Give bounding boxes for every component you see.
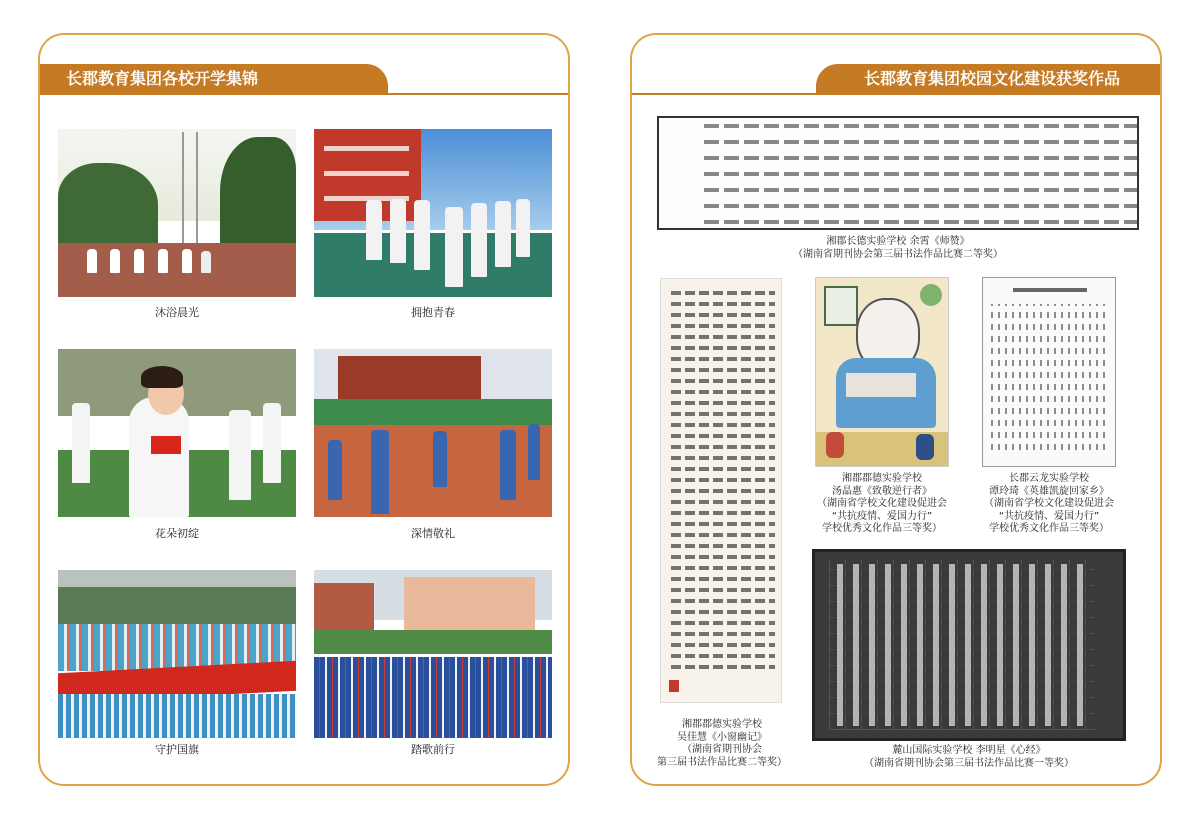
photo-guard-flag: [58, 570, 296, 738]
painting-zhijing-image: [815, 277, 949, 467]
photo-flowers-bloom: [58, 349, 296, 517]
photo-caption: 踏歌前行: [411, 743, 455, 756]
right-header-title: 长郡教育集团校园文化建设获奖作品: [816, 64, 1162, 93]
right-header-bar: [630, 64, 1162, 95]
left-header-bar: [38, 64, 570, 95]
calligraphy-xinjing-image: [812, 549, 1126, 741]
photo-morning-light: [58, 129, 296, 297]
photo-caption: 拥抱青春: [411, 306, 455, 319]
photo-march-forward: [314, 570, 552, 738]
left-page-panel: [38, 33, 570, 786]
photo-caption: 沐浴晨光: [155, 306, 199, 319]
photo-caption: 花朵初绽: [155, 527, 199, 540]
photo-caption: 深情敬礼: [411, 527, 455, 540]
left-header-title: 长郡教育集团各校开学集锦: [38, 64, 388, 93]
caption-xiaochuang: 湘郡郡德实验学校 吴佳慧《小窗幽记》 （湖南省期刊协会 第三届书法作品比赛二等奖）: [657, 719, 787, 768]
caption-shizan: 湘郡长德实验学校 余霄《师赞》 （湖南省期刊协会第三届书法作品比赛二等奖）: [793, 236, 1003, 260]
calligraphy-shizan-image: [657, 116, 1139, 230]
calligraphy-xiaochuang-image: [660, 278, 782, 703]
caption-yingxiong: 长郡云龙实验学校 谭玲琦《英雄凯旋回家乡》 （湖南省学校文化建设促进会 “共抗疫情、爱国力行” 学校优秀文化作品三等奖）: [984, 473, 1114, 534]
photo-caption: 守护国旗: [155, 743, 199, 756]
caption-zhijing: 湘郡郡德实验学校 汤晶惠《致敬逆行者》 （湖南省学校文化建设促进会 “共抗疫情、爱国力行” 学校优秀文化作品三等奖）: [817, 473, 947, 534]
photo-embrace-youth: [314, 129, 552, 297]
right-page-panel: [630, 33, 1162, 786]
caption-xinjing: 麓山国际实验学校 李明星《心经》 （湖南省期刊协会第三届书法作品比赛一等奖）: [864, 745, 1074, 769]
photo-deep-salute: [314, 349, 552, 517]
music-score-yingxiong-image: [982, 277, 1116, 467]
